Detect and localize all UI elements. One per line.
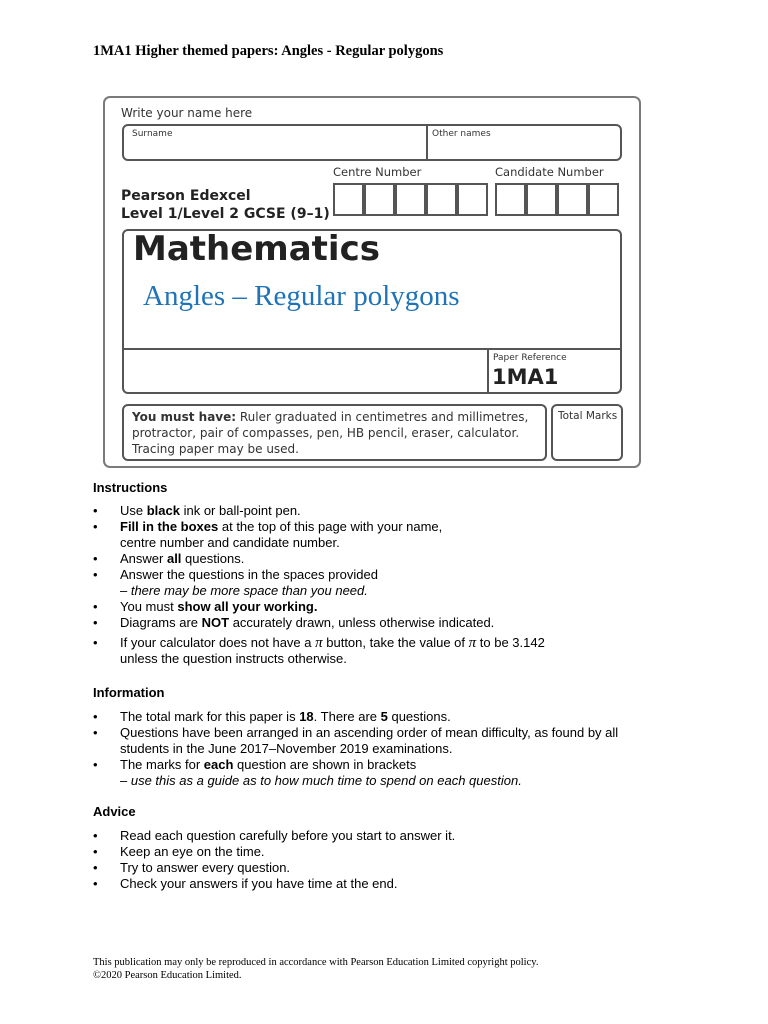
information-heading: Information <box>93 685 165 700</box>
list-item: • Fill in the boxes at the top of this page with your name, centre number and candidate number. <box>93 519 693 551</box>
page-header-title: 1MA1 Higher themed papers: Angles - Regular polygons <box>93 43 444 59</box>
other-names-label: Other names <box>432 129 491 139</box>
total-marks-box <box>551 404 623 461</box>
subject-divider <box>124 348 620 350</box>
instructions-heading: Instructions <box>93 480 168 495</box>
total-marks-label: Total Marks <box>558 410 618 422</box>
list-item: • Check your answers if you have time at the end. <box>93 876 693 892</box>
name-divider <box>426 126 428 159</box>
list-item: • Try to answer every question. <box>93 860 693 876</box>
must-have-line-2: protractor, pair of compasses, pen, HB pencil, eraser, calculator. <box>132 426 520 440</box>
centre-digit-box <box>364 183 395 216</box>
list-item: • Answer all questions. <box>93 551 693 567</box>
paper-reference-label: Paper Reference <box>493 353 567 363</box>
centre-digit-box <box>457 183 488 216</box>
centre-digit-box <box>333 183 364 216</box>
board-name <box>121 187 330 223</box>
must-have-box <box>122 404 547 461</box>
list-item: • Keep an eye on the time. <box>93 844 693 860</box>
name-fields <box>122 124 622 161</box>
must-have-text <box>132 409 528 457</box>
copyright-footer <box>93 956 538 982</box>
surname-label: Surname <box>132 129 173 139</box>
footer-line-2: ©2020 Pearson Education Limited. <box>93 970 242 981</box>
list-item: • Diagrams are NOT accurately drawn, unless otherwise indicated. <box>93 615 693 631</box>
subject-panel <box>122 229 622 394</box>
advice-heading: Advice <box>93 804 136 819</box>
board-line-1: Pearson Edexcel <box>121 188 251 204</box>
candidate-digit-box <box>557 183 588 216</box>
list-item: • If your calculator does not have a π button, take the value of π to be 3.142 unless the question instructs otherwise. <box>93 635 693 667</box>
centre-digit-box <box>395 183 426 216</box>
candidate-digit-box <box>495 183 526 216</box>
footer-line-1: This publication may only be reproduced in accordance with Pearson Education Limited copyright policy. <box>93 957 539 968</box>
list-item: • The marks for each question are shown in brackets – use this as a guide as to how much time to spend on each question. <box>93 757 693 789</box>
board-line-2: Level 1/Level 2 GCSE (9–1) <box>121 206 330 222</box>
must-have-line-1-text: Ruler graduated in centimetres and millimetres, <box>236 410 529 424</box>
list-item: • Use black ink or ball-point pen. <box>93 503 693 519</box>
exam-cover-box <box>103 96 641 468</box>
pi-symbol: π <box>315 635 323 651</box>
candidate-digit-box <box>588 183 619 216</box>
list-item: • Answer the questions in the spaces provided – there may be more space than you need. <box>93 567 693 599</box>
centre-number-label: Centre Number <box>333 165 422 179</box>
candidate-digit-box <box>526 183 557 216</box>
instructions-section <box>93 480 693 667</box>
topic-title: Angles – Regular polygons <box>143 280 460 312</box>
list-item: • Questions have been arranged in an ascending order of mean difficulty, as found by all students in the June 2017–November 2019 examinations. <box>93 725 693 757</box>
must-have-bold: You must have: <box>132 410 237 424</box>
pi-symbol: π <box>468 635 477 651</box>
subject-title: Mathematics <box>133 229 380 269</box>
list-item: • Read each question carefully before you start to answer it. <box>93 828 693 844</box>
advice-section <box>93 804 693 892</box>
centre-digit-box <box>426 183 457 216</box>
paper-ref-divider <box>487 348 489 392</box>
list-item: • You must show all your working. <box>93 599 693 615</box>
candidate-number-label: Candidate Number <box>495 165 604 179</box>
instructions-list <box>93 503 693 667</box>
information-list <box>93 709 693 789</box>
paper-reference-code: 1MA1 <box>492 365 559 389</box>
advice-list <box>93 828 693 892</box>
must-have-line-1 <box>132 409 528 425</box>
write-name-label: Write your name here <box>121 106 253 120</box>
must-have-line-3: Tracing paper may be used. <box>132 442 299 456</box>
list-item: • The total mark for this paper is 18. There are 5 questions. <box>93 709 693 725</box>
information-section <box>93 685 693 789</box>
